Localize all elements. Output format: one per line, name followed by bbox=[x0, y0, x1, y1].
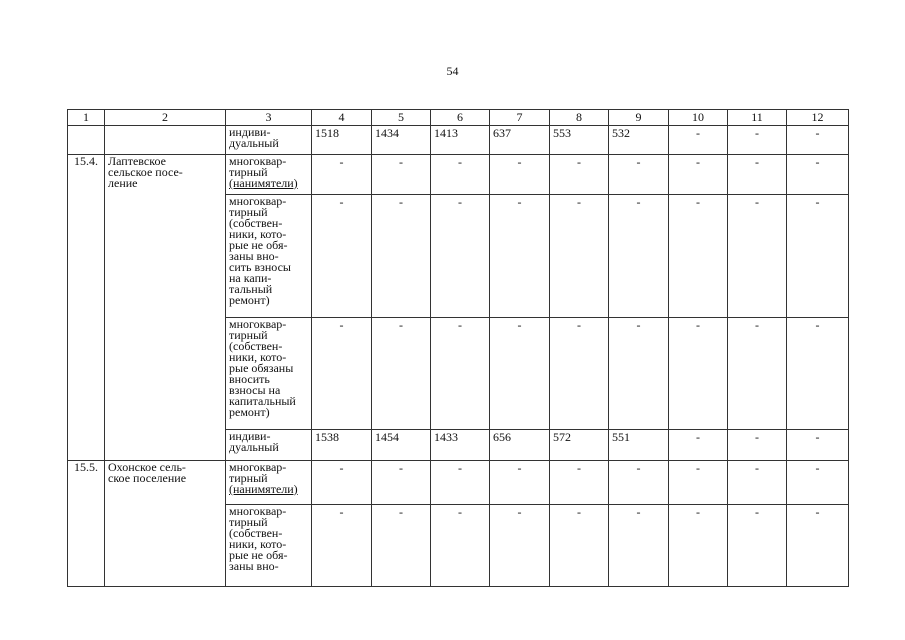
housing-type-line: многоквар- bbox=[229, 317, 287, 331]
value-cell: - bbox=[312, 505, 372, 587]
housing-type bbox=[226, 318, 312, 430]
housing-type bbox=[226, 126, 312, 155]
housing-type-line: ники, кото- bbox=[229, 227, 287, 241]
housing-type-line: тирный bbox=[229, 471, 268, 485]
header-cell: 4 bbox=[312, 110, 372, 126]
value-cell: 551 bbox=[609, 430, 669, 461]
value-cell: - bbox=[728, 155, 787, 195]
tariff-table bbox=[67, 109, 849, 587]
housing-type-line: (нанимятели) bbox=[229, 176, 298, 190]
settlement-name-line: Охонское сель- bbox=[108, 460, 186, 474]
value-cell: - bbox=[312, 461, 372, 505]
header-cell: 1 bbox=[68, 110, 105, 126]
housing-type-line: многоквар- bbox=[229, 194, 287, 208]
value-cell: - bbox=[550, 505, 609, 587]
housing-type-line: (собствен- bbox=[229, 216, 283, 230]
header-cell: 11 bbox=[728, 110, 787, 126]
value-cell: 656 bbox=[490, 430, 550, 461]
table-row bbox=[68, 461, 849, 505]
item-number bbox=[68, 126, 105, 155]
value-cell: - bbox=[609, 461, 669, 505]
housing-type-line: вносить bbox=[229, 372, 270, 386]
housing-type-line: сить взносы bbox=[229, 260, 291, 274]
housing-type-line: многоквар- bbox=[229, 504, 287, 518]
value-cell: - bbox=[669, 126, 728, 155]
header-cell: 9 bbox=[609, 110, 669, 126]
table-body bbox=[68, 110, 849, 587]
housing-type-line: ники, кото- bbox=[229, 537, 287, 551]
value-cell: - bbox=[550, 461, 609, 505]
housing-type-line: взносы на bbox=[229, 383, 281, 397]
housing-type-line: рые не обя- bbox=[229, 238, 288, 252]
value-cell: - bbox=[728, 430, 787, 461]
housing-type-line: заны вно- bbox=[229, 249, 279, 263]
value-cell: - bbox=[787, 505, 849, 587]
value-cell: - bbox=[669, 430, 728, 461]
housing-type-line: многоквар- bbox=[229, 460, 287, 474]
value-cell: - bbox=[728, 195, 787, 318]
value-cell: - bbox=[609, 318, 669, 430]
housing-type-line: рые не обя- bbox=[229, 548, 288, 562]
value-cell: - bbox=[550, 195, 609, 318]
value-cell: - bbox=[372, 318, 431, 430]
value-cell: - bbox=[490, 318, 550, 430]
housing-type-line: тирный bbox=[229, 205, 268, 219]
housing-type-line: дуальный bbox=[229, 136, 279, 150]
header-cell: 12 bbox=[787, 110, 849, 126]
housing-type-line: (собствен- bbox=[229, 339, 283, 353]
value-cell: - bbox=[312, 195, 372, 318]
value-cell: - bbox=[787, 155, 849, 195]
housing-type-line: ремонт) bbox=[229, 405, 270, 419]
value-cell: 1518 bbox=[312, 126, 372, 155]
settlement-name-line: Лаптевское bbox=[108, 154, 166, 168]
housing-type-line: индиви- bbox=[229, 429, 271, 443]
header-cell: 5 bbox=[372, 110, 431, 126]
value-cell: - bbox=[669, 505, 728, 587]
value-cell: - bbox=[431, 318, 490, 430]
housing-type-line: многоквар- bbox=[229, 154, 287, 168]
value-cell: - bbox=[669, 195, 728, 318]
housing-type-line: капитальный bbox=[229, 394, 296, 408]
header-cell: 6 bbox=[431, 110, 490, 126]
header-cell: 10 bbox=[669, 110, 728, 126]
settlement-name bbox=[105, 155, 226, 461]
value-cell: - bbox=[490, 195, 550, 318]
value-cell: - bbox=[728, 461, 787, 505]
housing-type-line: индиви- bbox=[229, 125, 271, 139]
value-cell: 637 bbox=[490, 126, 550, 155]
value-cell: 1433 bbox=[431, 430, 490, 461]
value-cell: - bbox=[550, 155, 609, 195]
value-cell: - bbox=[431, 505, 490, 587]
value-cell: - bbox=[669, 318, 728, 430]
value-cell: - bbox=[490, 505, 550, 587]
header-cell: 3 bbox=[226, 110, 312, 126]
value-cell: - bbox=[669, 155, 728, 195]
value-cell: - bbox=[490, 461, 550, 505]
value-cell: - bbox=[312, 318, 372, 430]
value-cell: - bbox=[372, 195, 431, 318]
value-cell: - bbox=[787, 318, 849, 430]
table-row bbox=[68, 155, 849, 195]
page-number: 54 bbox=[446, 64, 459, 78]
settlement-name-line: ское поселение bbox=[108, 471, 187, 485]
header-row bbox=[68, 110, 849, 126]
item-number: 15.4. bbox=[68, 155, 105, 461]
housing-type bbox=[226, 195, 312, 318]
housing-type-line: рые обязаны bbox=[229, 361, 294, 375]
housing-type-line: дуальный bbox=[229, 440, 279, 454]
value-cell: - bbox=[372, 155, 431, 195]
housing-type-line: ники, кото- bbox=[229, 350, 287, 364]
header-cell: 7 bbox=[490, 110, 550, 126]
housing-type-line: ремонт) bbox=[229, 293, 270, 307]
settlement-name bbox=[105, 461, 226, 587]
value-cell: - bbox=[609, 155, 669, 195]
settlement-name-line: сельское посе- bbox=[108, 165, 183, 179]
settlement-name bbox=[105, 126, 226, 155]
value-cell: 1434 bbox=[372, 126, 431, 155]
value-cell: - bbox=[787, 195, 849, 318]
value-cell: 1454 bbox=[372, 430, 431, 461]
value-cell: - bbox=[728, 318, 787, 430]
housing-type bbox=[226, 505, 312, 587]
housing-type-line: на капи- bbox=[229, 271, 272, 285]
value-cell: 572 bbox=[550, 430, 609, 461]
value-cell: - bbox=[372, 505, 431, 587]
value-cell: - bbox=[431, 155, 490, 195]
value-cell: 1538 bbox=[312, 430, 372, 461]
value-cell: - bbox=[787, 430, 849, 461]
value-cell: 1413 bbox=[431, 126, 490, 155]
value-cell: - bbox=[609, 195, 669, 318]
housing-type bbox=[226, 461, 312, 505]
housing-type-line: (собствен- bbox=[229, 526, 283, 540]
value-cell: 553 bbox=[550, 126, 609, 155]
header-cell: 2 bbox=[105, 110, 226, 126]
value-cell: - bbox=[787, 126, 849, 155]
value-cell: 532 bbox=[609, 126, 669, 155]
value-cell: - bbox=[431, 195, 490, 318]
value-cell: - bbox=[490, 155, 550, 195]
value-cell: - bbox=[609, 505, 669, 587]
value-cell: - bbox=[787, 461, 849, 505]
value-cell: - bbox=[728, 126, 787, 155]
header-cell: 8 bbox=[550, 110, 609, 126]
housing-type bbox=[226, 430, 312, 461]
housing-type-line: тирный bbox=[229, 328, 268, 342]
value-cell: - bbox=[550, 318, 609, 430]
housing-type-line: тирный bbox=[229, 515, 268, 529]
value-cell: - bbox=[669, 461, 728, 505]
housing-type-line: (нанимятели) bbox=[229, 482, 298, 496]
item-number: 15.5. bbox=[68, 461, 105, 587]
value-cell: - bbox=[372, 461, 431, 505]
housing-type-line: тирный bbox=[229, 165, 268, 179]
housing-type-line: заны вно- bbox=[229, 559, 279, 573]
housing-type-line: тальный bbox=[229, 282, 273, 296]
value-cell: - bbox=[431, 461, 490, 505]
value-cell: - bbox=[728, 505, 787, 587]
table-row bbox=[68, 126, 849, 155]
settlement-name-line: ление bbox=[108, 176, 138, 190]
value-cell: - bbox=[312, 155, 372, 195]
housing-type bbox=[226, 155, 312, 195]
